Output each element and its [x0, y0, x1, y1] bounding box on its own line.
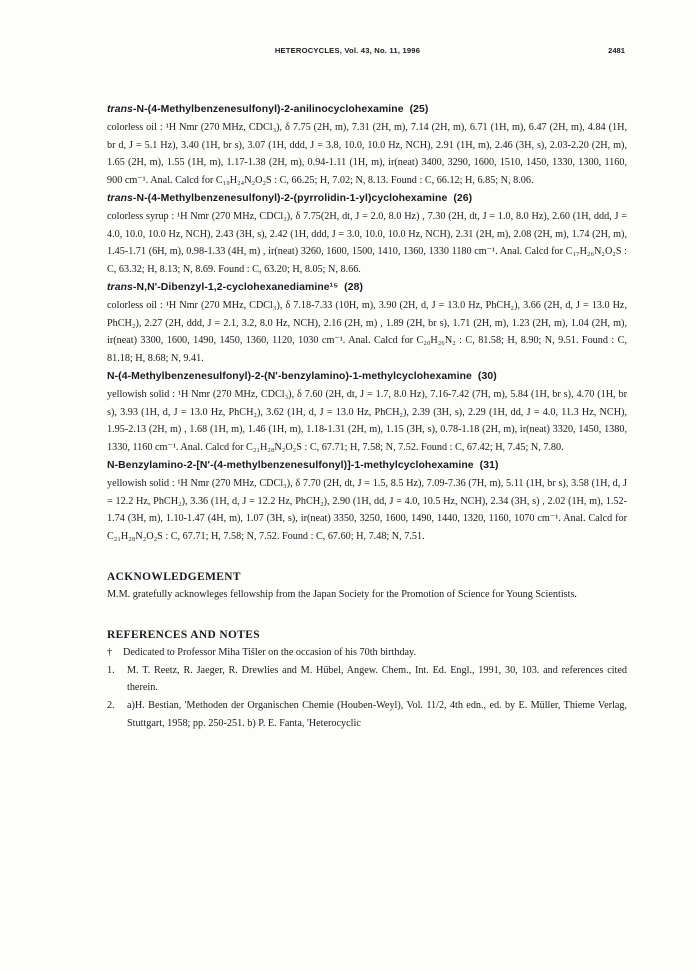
reference-number: † [107, 646, 113, 658]
page-header [0, 46, 695, 62]
reference-text: Dedicated to Professor Miha Tišler on the occasion of his 70th birthday. [123, 646, 417, 658]
reference-item [107, 662, 627, 698]
reference-item [107, 697, 627, 733]
reference-number: 1. [107, 664, 115, 676]
references-heading: REFERENCES AND NOTES [107, 628, 260, 641]
compound-data: colorless syrup : ¹H Nmr (270 MHz, CDCl₃), δ 7.75(2H, dt, J = 2.0, 8.0 Hz) , 7.30 (2H, dt, J = 1.0, 8.0 Hz), 2.60 (1H, ddd, J = 4.0, 10.0, 10.0 Hz, NCH), 2.43 (3H, s), 2.42 (1H, ddd, J = 3.0, 10.0, 10.0 Hz, NCH), 2.31 (2H, m), 2.08 (2H, m), 1.74 (2H, m), 1.45-1.71 (6H, m), 0.98-1.33 (4H, m) , ir(neat) 3260, 1600, 1500, 1410, 1360, 1330 1180 cm⁻¹. Anal. Calcd for C₁₇H₂₆N₂O₂S : C, 63.32; H, 8.13; N, 8.69. Found : C, 63.20; H, 8.05; N, 8.66. [107, 210, 627, 276]
compound-heading: N-Benzylamino-2-[N'-(4-methylbenzenesulfonyl)]-1-methylcyclohexamine (31) [107, 459, 499, 471]
compound-data: colorless oil : ¹H Nmr (270 MHz, CDCl₃), δ 7.18-7.33 (10H, m), 3.90 (2H, d, J = 13.0 Hz, PhCH₂), 3.66 (2H, d, J = 13.0 Hz, PhCH₂), 2.27 (2H, ddd, J = 2.1, 3.2, 8.0 Hz, NCH), 2.16 (2H, m) , 1.89 (2H, br s), 1.71 (2H, m), 1.23 (2H, m), 1.04 (2H, m), ir(neat) 3300, 1600, 1490, 1450, 1360, 1120, 1030 cm⁻¹. Anal. Calcd for C₂₀H₂₆N₂ : C, 81.58; H, 8.90; N, 9.51. Found : C, 81.18; H, 8.68; N, 9.41. [107, 299, 627, 365]
page-number: 2481 [608, 46, 625, 55]
compound-data: yellowish solid : ¹H Nmr (270 MHz, CDCl₃), δ 7.60 (2H, dt, J = 1.7, 8.0 Hz), 7.16-7.42 (7H, m), 5.84 (1H, br s), 4.70 (1H, br s), 3.93 (1H, d, J = 13.0 Hz, PhCH₂), 3.62 (1H, d, J = 13.0 Hz, PhCH₂), 2.39 (3H, s), 2.29 (1H, dd, J = 4.0, 11.3 Hz, NCH), 1.95-2.13 (2H, m) , 1.68 (1H, m), 1.46 (1H, m), 1.18-1.31 (2H, m), 1.15 (3H, s), 0.78-1.18 (2H, m), ir(neat) 3320, 1450, 1380, 1330, 1160 cm⁻¹. Anal. Calcd for C₂₁H₂₈N₂O₂S : C, 67.71; H, 7.58; N, 7.52. Found : C, 67.42; H, 7.45; N, 7.80. [107, 388, 627, 454]
compound-entry [107, 190, 627, 279]
compound-entry [107, 101, 627, 190]
reference-text: M. T. Reetz, R. Jaeger, R. Drewlies and M. Hübel, Angew. Chem., Int. Ed. Engl., 1991, 30, 103. and references cited therein. [127, 664, 627, 694]
reference-text: a)H. Bestian, 'Methoden der Organischen Chemie (Houben-Weyl), Vol. 11/2, 4th edn., ed. by E. Müller, Thieme Verlag, Stuttgart, 1958; pp. 250-251. b) P. E. Fanta, 'Heterocyclic [127, 700, 627, 729]
compound-entry [107, 457, 627, 546]
compound-entry [107, 279, 627, 368]
compound-data: colorless oil : ¹H Nmr (270 MHz, CDCl₃), δ 7.75 (2H, m), 7.31 (2H, m), 7.14 (2H, m), 6.71 (1H, m), 6.47 (2H, m), 4.84 (1H, br d, J = 5.1 Hz), 3.40 (1H, br s), 3.07 (1H, ddd, J = 3.8, 10.0, 10.0 Hz, NCH), 2.91 (1H, m), 2.46 (3H, s), 2.03-2.20 (2H, m), 1.65 (2H, m), 1.55 (1H, m), 1.17-1.38 (2H, m), 0.94-1.11 (1H, m), ir(neat) 3400, 3290, 1600, 1510, 1450, 1330, 1300, 1160, 900 cm⁻¹. Anal. Calcd for C₁₉H₂₄N₂O₂S : C, 66.25; H, 7.02; N, 8.13. Found : C, 66.12; H, 6.85; N, 8.06. [107, 121, 627, 187]
acknowledgement-heading: ACKNOWLEDGEMENT [107, 570, 241, 583]
acknowledgement-text: M.M. gratefully acknowleges fellowship from the Japan Society for the Promotion of Science for Young Scientists. [107, 588, 577, 600]
article-body [107, 101, 627, 733]
reference-number: 2. [107, 700, 115, 712]
reference-item [107, 644, 627, 662]
compound-heading: trans-N-(4-Methylbenzenesulfonyl)-2-anilinocyclohexamine (25) [107, 104, 429, 115]
compound-heading: trans-N-(4-Methylbenzenesulfonyl)-2-(pyrrolidin-1-yl)cyclohexamine (26) [107, 192, 473, 204]
compound-entry [107, 368, 627, 457]
compound-data: yellowish solid : ¹H Nmr (270 MHz, CDCl₃), δ 7.70 (2H, dt, J = 1.5, 8.5 Hz), 7.09-7.36 (7H, m), 5.11 (1H, br s), 3.58 (1H, d, J = 12.2 Hz, PhCH₂), 3.36 (1H, d, J = 12.2 Hz, PhCH₂), 2.90 (1H, dd, J = 4.0, 10.5 Hz, NCH), 2.34 (3H, s) , 2.02 (1H, m), 1.52-1.74 (3H, m), 1.10-1.47 (4H, m), 1.07 (3H, s), ir(neat) 3350, 3250, 1600, 1490, 1440, 1320, 1160, 1070 cm⁻¹. Anal. Calcd for C₂₁H₂₈N₂O₂S : C, 67.71; H, 7.58; N, 7.52. Found : C, 67.60; H, 7.48; N, 7.51. [107, 477, 627, 543]
compound-heading: N-(4-Methylbenzenesulfonyl)-2-(N'-benzylamino)-1-methylcyclohexamine (30) [107, 370, 497, 382]
journal-citation: HETEROCYCLES, Vol. 43, No. 11, 1996 [274, 46, 421, 55]
compound-heading: trans-N,N'-Dibenzyl-1,2-cyclohexanediamine¹⁵ (28) [107, 281, 364, 293]
reference-list [107, 644, 627, 733]
